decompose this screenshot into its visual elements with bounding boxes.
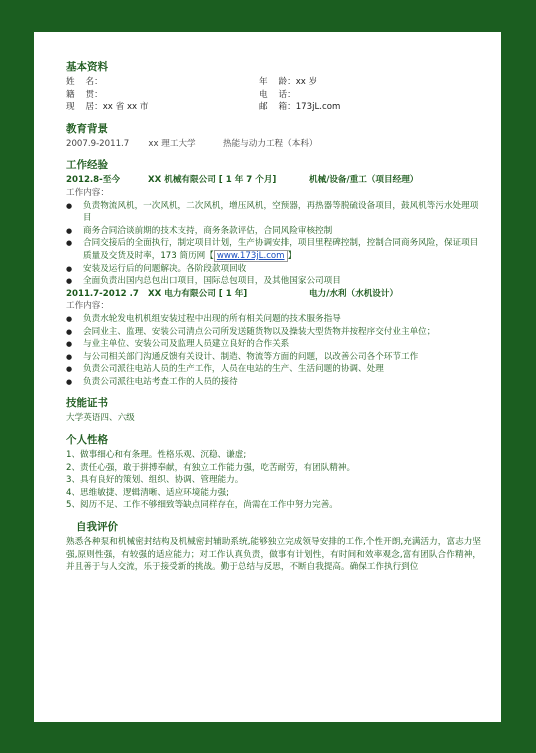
email-value: 173jL.com (295, 102, 341, 113)
traits-list (66, 449, 481, 512)
job-2-content-label: 工作内容： (66, 301, 109, 312)
certs-title: 技能证书 (66, 397, 108, 410)
list-item: ● 负责公司派往电站人员的生产工作，人员在电站的生产、生活问题的协调、处理 (66, 363, 481, 376)
hometown-label: 籍 贯： (66, 89, 103, 100)
basic-info-title: 基本资料 (66, 61, 108, 73)
job-1-header (66, 174, 481, 187)
certs-section (66, 396, 481, 425)
list-item: ● 与业主单位、安装公司及监理人员建立良好的合作关系 (66, 338, 481, 351)
age-value: xx 岁 (295, 77, 318, 87)
education-period: 2007.9-2011.7 (66, 138, 130, 149)
website-link-box (214, 250, 288, 262)
list-item: ● 负责公司派往电站考查工作的人员的接待 (66, 376, 481, 389)
education-line (66, 138, 481, 151)
traits-title: 个人性格 (66, 434, 108, 447)
basic-row-2 (66, 89, 481, 102)
email-label: 邮 箱： (259, 102, 296, 113)
education-section (66, 122, 481, 151)
residence-label: 现 居： (66, 102, 103, 113)
list-item-text: 合同交接后的全面执行，制定项目计划，生产协调安排，项目里程碑控制，控制合同商务风险，保证项目质量及交货及时率，173 简历网【 (83, 238, 479, 261)
traits-section (66, 433, 481, 512)
education-title: 教育背景 (66, 122, 108, 135)
job-2-header (66, 288, 481, 301)
phone-label: 电 话： (259, 89, 296, 100)
list-item: ● 负责水轮发电机机组安装过程中出现的所有相关问题的技术服务指导 (66, 313, 481, 326)
education-major: 热能与动力工程（本科） (222, 138, 318, 149)
basic-info-section (66, 60, 481, 114)
list-item: ● 与公司相关部门沟通反馈有关设计、制造、物流等方面的问题，以改善公司各个环节工作 (66, 351, 481, 364)
job-2-period: 2011.7-2012 .7 (66, 288, 139, 299)
job-1-company: XX 机械有限公司 [ 1 年 7 个月] (148, 175, 277, 186)
job-1-list (66, 200, 481, 288)
list-item (66, 237, 481, 262)
basic-row-3 (66, 101, 481, 114)
job-2-role: 电力/水利（水机设计） (309, 288, 399, 299)
name-label: 姓 名： (66, 77, 103, 87)
age-label: 年 龄： (259, 77, 296, 87)
job-2-company: XX 电力有限公司 [ 1 年] (148, 288, 248, 299)
education-school: xx 理工大学 (148, 138, 196, 149)
list-item: ● 会同业主、监理、安装公司清点公司所发送随货物以及操装大型货物并按程序交付业主单位； (66, 326, 481, 339)
self-eval-text: 熟悉各种泵和机械密封结构及机械密封辅助系统,能够独立完成领导安排的工作,个性开朗,充满活力，富志力坚强,原则性强，有较强的适应能力；对工作认真负责，做事有计划性，有时间和效率观念,富有团队合作精神，并且善于与人交流，乐于接受新的挑战。勤于总结与反思，不断自我提高。确保工作执行到位 (66, 537, 481, 573)
job-1-role: 机械/设备/重工（项目经理） (309, 175, 419, 186)
residence-value: xx 省 xx 市 (102, 102, 149, 113)
resume-page (34, 32, 501, 722)
list-item: ● 安装及运行后的问题解决。各阶段款项回收 (66, 263, 481, 276)
job-1-content-label: 工作内容： (66, 187, 109, 198)
list-item: 1、做事细心和有条理。性格乐观、沉稳、谦虚; (66, 450, 247, 461)
list-item: 4、思维敏捷、逻辑清晰、适应环境能力强; (66, 487, 230, 498)
self-eval-title: 自我评价 (76, 521, 118, 534)
website-link[interactable]: www.173jL.com (216, 250, 285, 261)
job-1-period: 2012.8-至今 (66, 175, 120, 186)
work-section (66, 158, 481, 388)
list-item: 5、阅历不足、工作不够细致等缺点同样存在，尚需在工作中努力完善。 (66, 500, 338, 511)
list-item: 2、责任心强，敢于拼搏奉献，有独立工作能力强，吃苦耐劳，有团队精神。 (66, 462, 356, 473)
certs-text: 大学英语四、六级 (66, 413, 135, 424)
list-item: 3、具有良好的策划、组织、协调、管理能力。 (66, 475, 244, 486)
list-item: ● 商务合同洽谈前期的技术支持，商务条款评估，合同风险审核控制 (66, 225, 481, 238)
link-suffix: 】 (287, 250, 297, 261)
work-title: 工作经验 (66, 159, 108, 172)
list-item: ● 负责物流风机，一次风机，二次风机，增压风机，空预器，再热器等脱硫设备项目，鼓风机等污水处理项目 (66, 200, 481, 225)
basic-row-1 (66, 76, 481, 89)
list-item: ● 全面负责出国内总包出口项目，国际总包项目，及其他国家公司项目 (66, 275, 481, 288)
job-2-list (66, 313, 481, 389)
self-eval-section (66, 520, 481, 574)
